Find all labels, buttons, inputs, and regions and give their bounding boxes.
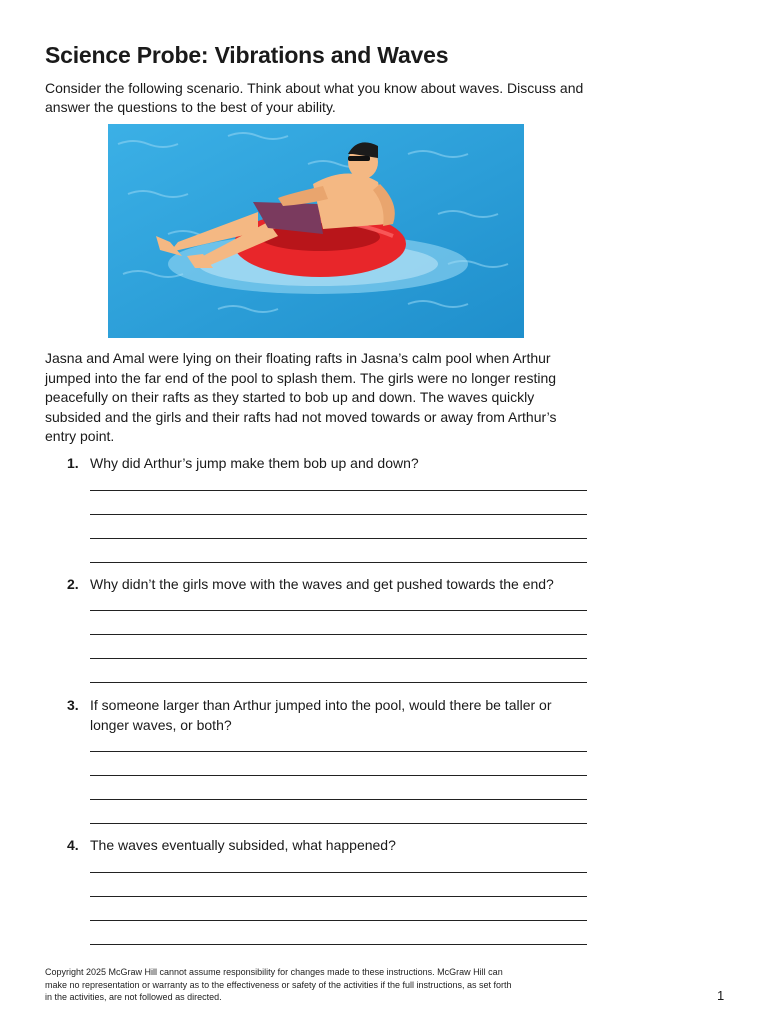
question-text: The waves eventually subsided, what happened? <box>90 837 396 853</box>
scenario-paragraph: Jasna and Amal were lying on their floating rafts in Jasna’s calm pool when Arthur jumped into the far end of the pool to splash them. The girls were no longer resting peacefully on their rafts as they started to bob up and down. The waves quickly subsided and the girls and their rafts had not moved towards or away from Arthur’s entry point. <box>45 350 557 445</box>
answer-line[interactable] <box>90 799 587 800</box>
page-title: Science Probe: Vibrations and Waves <box>45 42 449 68</box>
page-number: 1 <box>717 988 725 1003</box>
question-text: If someone larger than Arthur jumped into the pool, would there be taller or longer waves, or both? <box>90 697 552 733</box>
intro-paragraph: Consider the following scenario. Think about what you know about waves. Discuss and answer the questions to the best of your ability. <box>45 80 584 115</box>
question-number: 3. <box>67 697 79 713</box>
answer-line[interactable] <box>90 562 587 563</box>
answer-line[interactable] <box>90 751 587 752</box>
question-number: 1. <box>67 455 79 471</box>
question-number: 4. <box>67 837 79 853</box>
answer-line[interactable] <box>90 682 587 683</box>
copyright-footer: Copyright 2025 McGraw Hill cannot assume responsibility for changes made to these instructions. McGraw Hill can make no representation or warranty as to the effectiveness or safety of the activities if the full instructions, as set forth in the activities, are not followed as directed. <box>45 967 512 1002</box>
answer-line[interactable] <box>90 944 587 945</box>
answer-line[interactable] <box>90 872 587 873</box>
question-number: 2. <box>67 576 79 592</box>
question-text: Why didn’t the girls move with the waves and get pushed towards the end? <box>90 576 554 592</box>
answer-line[interactable] <box>90 610 587 611</box>
question-text: Why did Arthur’s jump make them bob up and down? <box>90 455 419 471</box>
answer-line[interactable] <box>90 823 587 824</box>
answer-line[interactable] <box>90 514 587 515</box>
answer-line[interactable] <box>90 896 587 897</box>
answer-line[interactable] <box>90 634 587 635</box>
answer-line[interactable] <box>90 658 587 659</box>
answer-line[interactable] <box>90 538 587 539</box>
answer-line[interactable] <box>90 920 587 921</box>
person-on-inner-tube-illustration <box>108 124 524 338</box>
answer-line[interactable] <box>90 775 587 776</box>
answer-line[interactable] <box>90 490 587 491</box>
